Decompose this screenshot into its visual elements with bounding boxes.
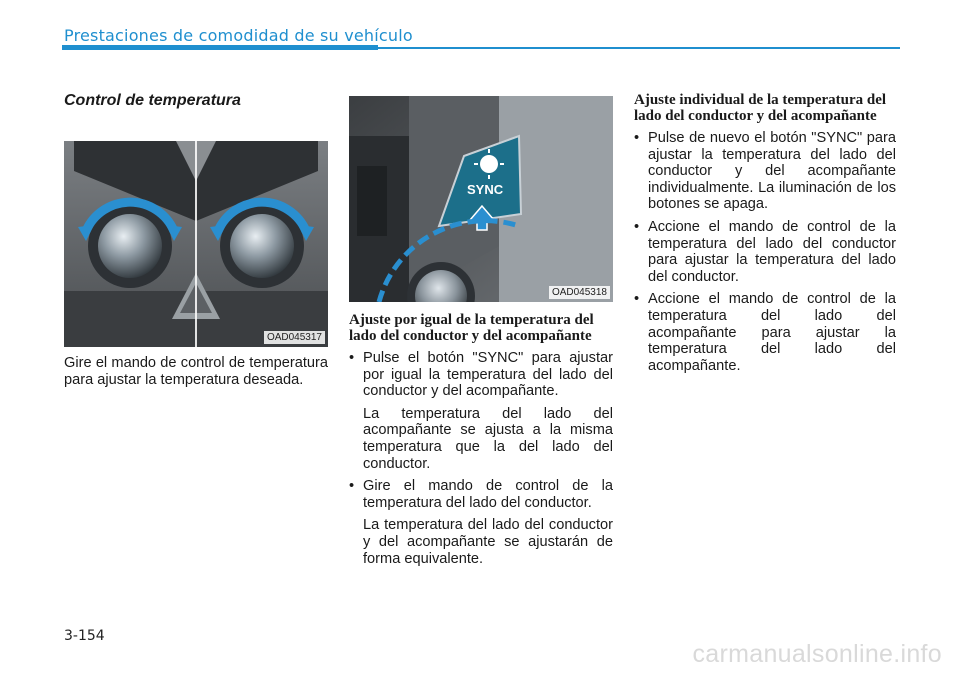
list-item-text: Pulse de nuevo el botón "SYNC" para ajustar la temperatura del lado del conductor y del acompañante individualmente. La iluminación de los botones se apaga. xyxy=(648,130,896,213)
figure-sync-button xyxy=(349,96,613,302)
list-item xyxy=(634,291,896,374)
list-item xyxy=(349,350,613,472)
bullet-marker: • xyxy=(349,478,355,495)
figure-temperature-knobs xyxy=(64,141,328,347)
chapter-title: Prestaciones de comodidad de su vehículo xyxy=(64,26,413,45)
section-title-individual: Ajuste individual de la temperatura del lado del conductor y del acompañante xyxy=(634,92,887,124)
paragraph-temperature-control: Gire el mando de control de temperatura para ajustar la temperatura deseada. xyxy=(64,355,328,388)
list-item-text: Accione el mando de control de la temperatura del lado del conductor para ajustar la temperatura del lado del conductor. xyxy=(648,218,896,285)
figure-code: OAD045318 xyxy=(549,286,610,299)
bullet-marker: • xyxy=(634,291,640,308)
sync-button-illustration xyxy=(349,96,613,302)
figure-code: OAD045317 xyxy=(264,331,325,344)
list-item xyxy=(634,219,896,285)
section-title-temperature-control: Control de temperatura xyxy=(64,92,241,109)
list-item xyxy=(349,478,613,567)
header-rule-accent xyxy=(62,45,378,50)
header-rule-line xyxy=(378,47,900,49)
column-sync-adjustment xyxy=(349,92,613,573)
page-number: 3-154 xyxy=(64,628,105,644)
list-item xyxy=(634,130,896,213)
list-item-note: La temperatura del lado del conductor y del acompañante se ajustarán de forma equivalente. xyxy=(363,517,613,567)
list-item-text: Gire el mando de control de la temperatura del lado del conductor. xyxy=(363,478,613,511)
bullet-list-individual xyxy=(634,130,896,374)
column-individual-adjustment xyxy=(634,92,896,380)
watermark: carmanualsonline.info xyxy=(692,640,942,668)
bullet-marker: • xyxy=(634,130,640,146)
list-item-text: Accione el mando de control de la temperatura del lado del acompañante para ajustar la temperatura del lado del acompañante. xyxy=(648,291,896,374)
temperature-knobs-illustration xyxy=(64,141,328,347)
column-temperature-control xyxy=(64,92,328,388)
bullet-marker: • xyxy=(634,218,640,235)
bullet-list-sync xyxy=(349,350,613,567)
list-item-note: La temperatura del lado del acompañante se ajusta a la misma temperatura que la del lado del conductor. xyxy=(363,405,613,472)
section-title-sync: Ajuste por igual de la temperatura del lado del conductor y del acompañante xyxy=(349,312,594,344)
bullet-marker: • xyxy=(349,350,355,366)
sync-button-label: SYNC xyxy=(467,182,504,197)
list-item-text: Pulse el botón "SYNC" para ajustar por igual la temperatura del lado del conductor y del acompañante. xyxy=(363,350,613,400)
